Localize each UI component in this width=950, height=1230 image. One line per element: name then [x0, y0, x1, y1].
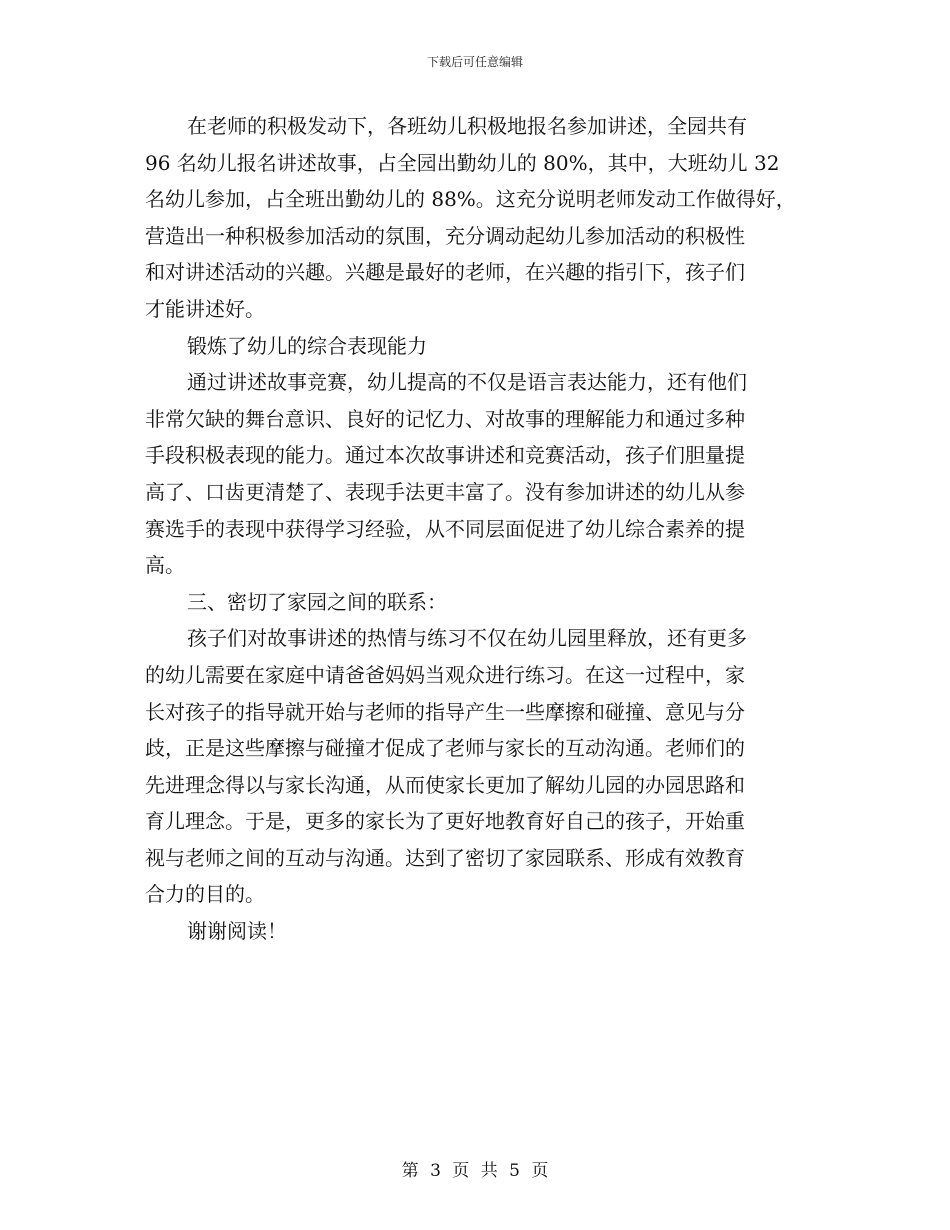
text-line: 先进理念得以与家长沟通，从而使家长更加了解幼儿园的办园思路和	[145, 772, 745, 797]
page-header: 下载后可任意编辑	[426, 55, 523, 69]
text-line: 和对讲述活动的兴趣。兴趣是最好的老师，在兴趣的指引下，孩子们	[145, 260, 745, 285]
text-line: 视与老师之间的互动与沟通。达到了密切了家园联系、形成有效教育	[145, 845, 745, 870]
text-line: 歧，正是这些摩擦与碰撞才促成了老师与家长的互动沟通。老师们的	[145, 736, 745, 761]
text-line: 营造出一种积极参加活动的氛围，充分调动起幼儿参加活动的积极性	[145, 223, 745, 248]
text-line: 三、密切了家园之间的联系：	[187, 589, 447, 614]
text-line: 长对孩子的指导就开始与老师的指导产生一些摩擦和碰撞、意见与分	[145, 699, 745, 724]
text-line: 非常欠缺的舞台意识、良好的记忆力、对故事的理解能力和通过多种	[145, 406, 745, 431]
text-line: 谢谢阅读！	[187, 919, 287, 944]
text-line: 名幼儿参加，占全班出勤幼儿的 88%。这充分说明老师发动工作做得好，	[145, 187, 796, 212]
text-line: 高。	[145, 553, 185, 578]
page-footer: 第 3 页 共 5 页	[401, 1161, 549, 1181]
text-line: 手段积极表现的能力。通过本次故事讲述和竞赛活动，孩子们胆量提	[145, 443, 745, 468]
text-line: 在老师的积极发动下，各班幼儿积极地报名参加讲述，全园共有	[187, 114, 747, 138]
text-line: 高了、口齿更清楚了、表现手法更丰富了。没有参加讲述的幼儿从参	[145, 479, 745, 504]
document-body	[145, 108, 825, 950]
text-line: 育儿理念。于是，更多的家长为了更好地教育好自己的孩子，开始重	[145, 809, 745, 834]
text-line: 合力的目的。	[145, 882, 265, 907]
text-line: 锻炼了幼儿的综合表现能力	[187, 333, 427, 358]
text-line: 96 名幼儿报名讲述故事，占全园出勤幼儿的 80%，其中，大班幼儿 32	[145, 150, 780, 175]
text-line: 孩子们对故事讲述的热情与练习不仅在幼儿园里释放，还有更多	[187, 626, 747, 651]
text-line: 才能讲述好。	[145, 296, 265, 321]
text-line: 的幼儿需要在家庭中请爸爸妈妈当观众进行练习。在这一过程中，家	[145, 662, 745, 687]
text-line: 通过讲述故事竞赛，幼儿提高的不仅是语言表达能力，还有他们	[187, 370, 747, 395]
text-line: 赛选手的表现中获得学习经验，从不同层面促进了幼儿综合素养的提	[145, 516, 745, 541]
